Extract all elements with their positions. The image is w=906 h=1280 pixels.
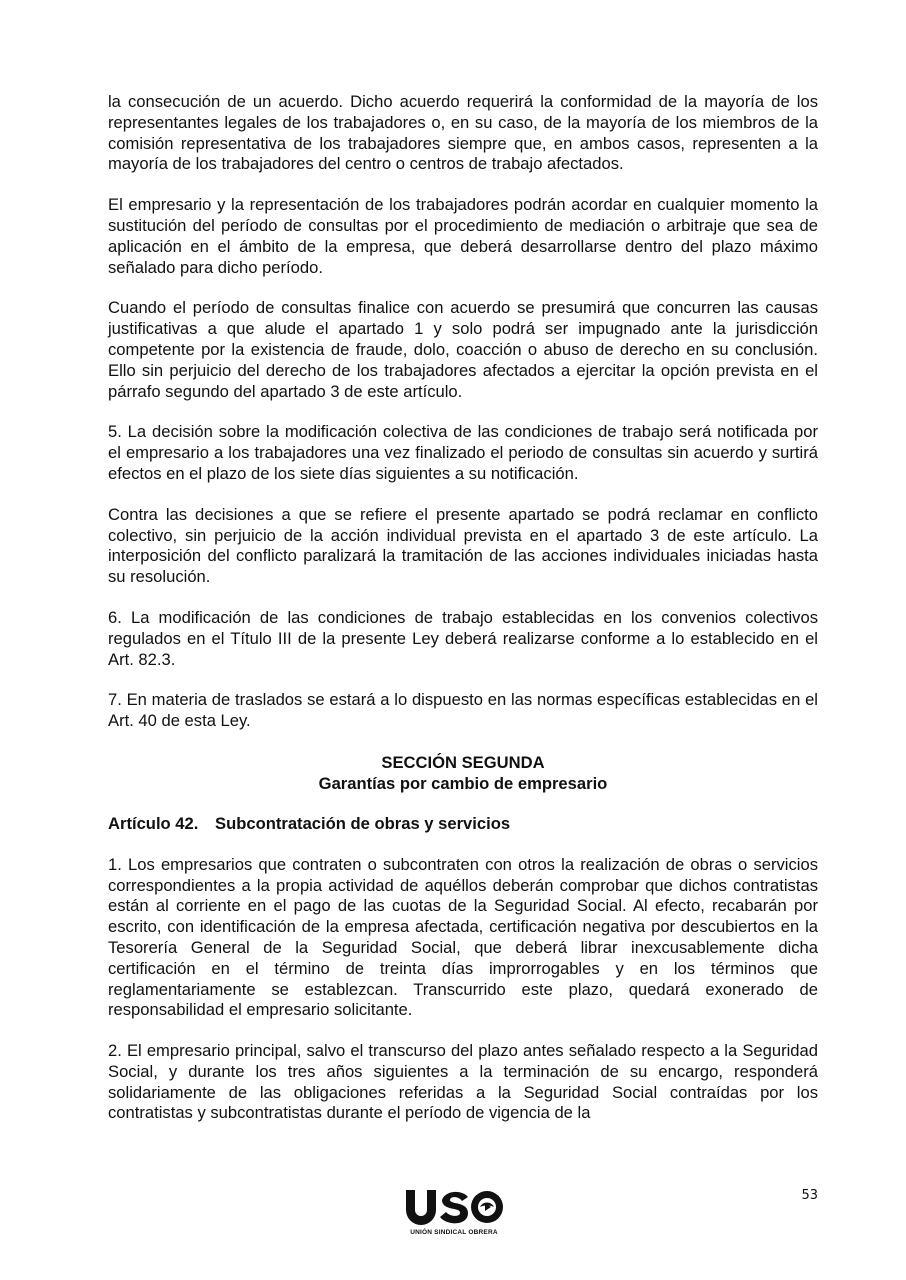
paragraph: Contra las decisiones a que se refiere el presente apartado se podrá reclamar en conflicto colectivo, sin perjuicio de la acción individual prevista en el apartado 3 de este artículo. La interposición del conflicto paralizará la tramitación de las acciones individuales iniciadas hasta su resolución. bbox=[108, 504, 818, 587]
paragraph: 7. En materia de traslados se estará a lo dispuesto en las normas específicas establecidas en el Art. 40 de esta Ley. bbox=[108, 690, 818, 731]
paragraph: El empresario y la representación de los trabajadores podrán acordar en cualquier momento la sustitución del período de consultas por el procedimiento de mediación o arbitraje que sea de aplicación en el ámbito de la empresa, que deberá desarrollarse dentro del plazo máximo señalado para dicho período. bbox=[108, 195, 818, 277]
section-title: Garantías por cambio de empresario bbox=[318, 773, 608, 793]
paragraph: 2. El empresario principal, salvo el transcurso del plazo antes señalado respecto a la Seguridad Social, y durante los tres años siguientes a la terminación de su encargo, responderá solidariamente de las obligaciones referidas a la Seguridad Social contraídas por los contratistas y subcontratistas durante el período de vigencia de la bbox=[108, 1041, 818, 1123]
paragraph: Cuando el período de consultas finalice con acuerdo se presumirá que concurren las causas justificativas a que alude el apartado 1 y solo podrá ser impugnado ante la jurisdicción competente por la existencia de fraude, dolo, coacción o abuso de derecho en su conclusión. Ello sin perjuicio del derecho de los trabajadores afectados a ejercitar la opción prevista en el párrafo segundo del apartado 3 de este artículo. bbox=[108, 298, 818, 401]
article-title: Subcontratación de obras y servicios bbox=[215, 813, 511, 833]
logo-caption: UNIÓN SINDICAL OBRERA bbox=[410, 1229, 498, 1236]
paragraph: 1. Los empresarios que contraten o subcontraten con otros la realización de obras o servicios correspondientes a la propia actividad de aquéllos deberán comprobar que dichos contratistas están al corriente en el pago de las cuotas de la Seguridad Social. Al efecto, recabarán por escrito, con identificación de la empresa afectada, certificación negativa por descubiertos en la Tesorería General de la Seguridad Social, que deberá librar inexcusablemente dicha certificación en el término de treinta días improrrogables y en los términos que reglamentariamente se establezcan. Transcurrido este plazo, quedará exonerado de responsabilidad el empresario solicitante. bbox=[108, 854, 818, 1020]
page-number: 53 bbox=[801, 1188, 818, 1203]
section-label: SECCIÓN SEGUNDA bbox=[381, 752, 545, 772]
article-heading bbox=[108, 814, 818, 835]
uso-logo-icon bbox=[404, 1188, 504, 1228]
paragraph: la consecución de un acuerdo. Dicho acuerdo requerirá la conformidad de la mayoría de los representantes legales de los trabajadores o, en su caso, de la mayoría de los miembros de la comisión representativa de los trabajadores siempre que, en ambos casos, representen a la mayoría de los trabajadores del centro o centros de trabajo afectados. bbox=[108, 92, 818, 174]
uso-logo bbox=[404, 1188, 504, 1240]
article-number: Artículo 42. bbox=[108, 813, 199, 833]
document-body bbox=[108, 92, 818, 1144]
paragraph: 6. La modificación de las condiciones de trabajo establecidas en los convenios colectivos regulados en el Título III de la presente Ley deberá realizarse conforme a lo establecido en el Art. 82.3. bbox=[108, 607, 818, 669]
paragraph: 5. La decisión sobre la modificación colectiva de las condiciones de trabajo será notificada por el empresario a los trabajadores una vez finalizado el periodo de consultas sin acuerdo y surtirá efectos en el plazo de los siete días siguientes a su notificación. bbox=[108, 422, 818, 483]
section-heading bbox=[108, 752, 818, 794]
